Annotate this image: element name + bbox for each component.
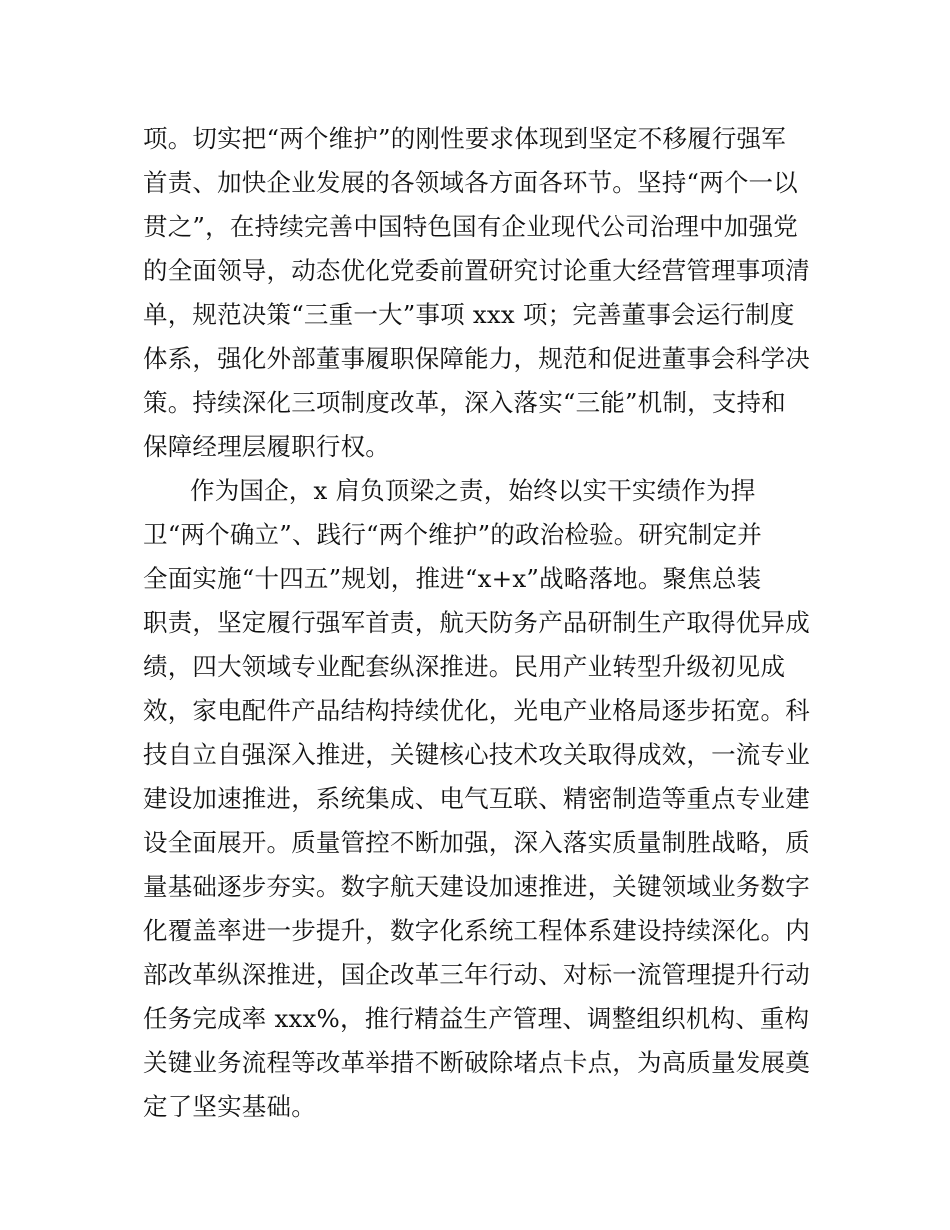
text-line: 设全面展开。质量管控不断加强，深入落实质量制胜战略，质	[143, 828, 810, 857]
text-line: 项。切实把“两个维护”的刚性要求体现到坚定不移履行强军	[143, 124, 786, 153]
text-line: 化覆盖率进一步提升，数字化系统工程体系建设持续深化。内	[143, 916, 810, 945]
text-line: 策。持续深化三项制度改革，深入落实“三能”机制，支持和	[143, 388, 786, 417]
text-line: 技自立自强深入推进，关键核心技术攻关取得成效，一流专业	[143, 740, 810, 769]
text-line: 的全面领导，动态优化党委前置研究讨论重大经营管理事项清	[143, 256, 810, 285]
text-line: 首责、加快企业发展的各领域各方面各环节。坚持“两个一以	[143, 168, 798, 197]
text-line: 任务完成率 xxx%，推行精益生产管理、调整组织机构、重构	[143, 1004, 810, 1033]
text-line: 全面实施“十四五”规划，推进“x+x”战略落地。聚焦总装	[143, 564, 762, 593]
text-line: 单，规范决策“三重一大”事项 xxx 项；完善董事会运行制度	[143, 300, 795, 329]
text-line: 建设加速推进，系统集成、电气互联、精密制造等重点专业建	[143, 784, 810, 813]
paragraph-start-line: 作为国企，x 肩负顶梁之责，始终以实干实绩作为捍	[190, 476, 756, 505]
text-line: 部改革纵深推进，国企改革三年行动、对标一流管理提升行动	[143, 960, 810, 989]
text-line: 量基础逐步夯实。数字航天建设加速推进，关键领域业务数字	[143, 872, 810, 901]
text-line: 绩，四大领域专业配套纵深推进。民用产业转型升级初见成	[143, 652, 786, 681]
text-line: 关键业务流程等改革举措不断破除堵点卡点，为高质量发展奠	[143, 1048, 810, 1077]
text-line: 体系，强化外部董事履职保障能力，规范和促进董事会科学决	[143, 344, 810, 373]
text-line: 保障经理层履职行权。	[143, 432, 390, 461]
text-line: 效，家电配件产品结构持续优化，光电产业格局逐步拓宽。科	[143, 696, 810, 725]
text-line: 职责，坚定履行强军首责，航天防务产品研制生产取得优异成	[143, 608, 810, 637]
text-line: 贯之”，在持续完善中国特色国有企业现代公司治理中加强党	[143, 212, 798, 241]
text-line: 定了坚实基础。	[143, 1092, 316, 1121]
text-line: 卫“两个确立”、践行“两个维护”的政治检验。研究制定并	[143, 520, 762, 549]
